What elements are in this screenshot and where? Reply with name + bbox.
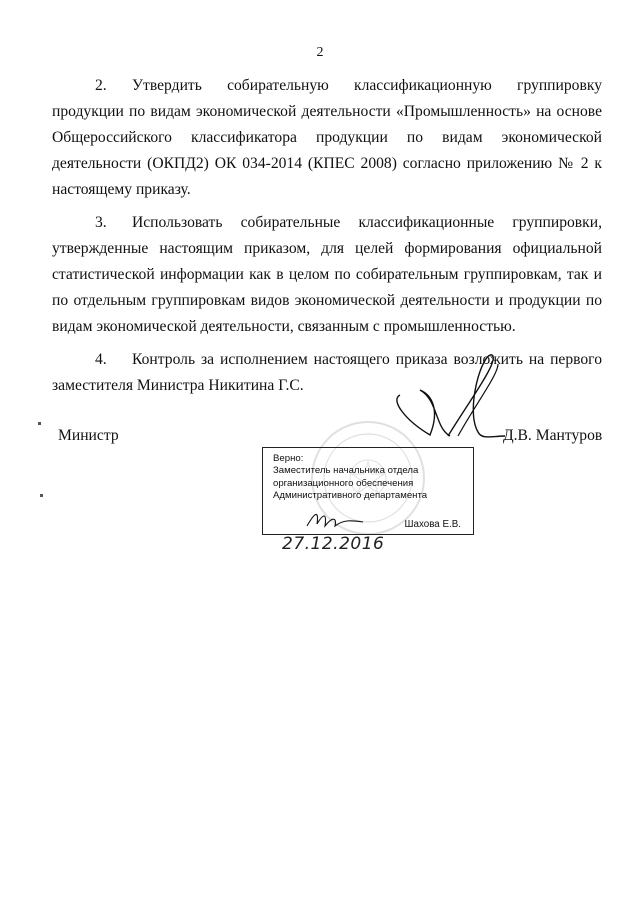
stamp-header: Верно: [273, 453, 304, 464]
minister-signature [380, 350, 520, 450]
paragraph-3 [52, 210, 602, 340]
page-number: 2 [316, 45, 324, 60]
scan-mark [38, 422, 41, 425]
paragraph-2 [52, 73, 602, 203]
stamp-text [273, 453, 469, 503]
stamp-position-line-2: организационного обеспечения [273, 477, 414, 489]
stamp-signature [303, 506, 373, 532]
handwritten-date: 27.12.2016 [282, 534, 385, 554]
paragraph-number: 4. [95, 350, 107, 368]
scan-mark [40, 494, 43, 497]
paragraph-text: Контроль за исполнением настоящего приказа возложить на первого заместителя Министра Никитина Г.С. [52, 350, 602, 395]
paragraph-number: 3. [95, 213, 107, 231]
stamp-position-line-3: Административного департамента [273, 490, 428, 502]
paragraph-text: Использовать собирательные классификационные группировки, утвержденные настоящим приказом, для целей формирования официальной статистической информации как в целом по собирательным группировкам, так и по отдельным группировкам видов экономической деятельности и продукции по видам экономической деятельности, связанным с промышленностью. [52, 213, 602, 336]
stamp-signer-name: Шахова Е.В. [404, 518, 461, 530]
certification-stamp [262, 447, 474, 535]
stamp-position-line-1: Заместитель начальника отдела [273, 465, 419, 477]
paragraph-number: 2. [95, 77, 107, 94]
minister-name: Д.В. Мантуров [503, 427, 603, 444]
paragraph-text: Утвердить собирательную классификационную группировку продукции по видам экономической деятельности «Промышленность» на основе Общероссийского классификатора продукции по видам экономической деятельности (ОКПД2) ОК 034-2014 (КПЕС 2008) согласно приложению № 2 к настоящему приказу. [52, 77, 602, 199]
minister-title: Министр [58, 427, 119, 444]
